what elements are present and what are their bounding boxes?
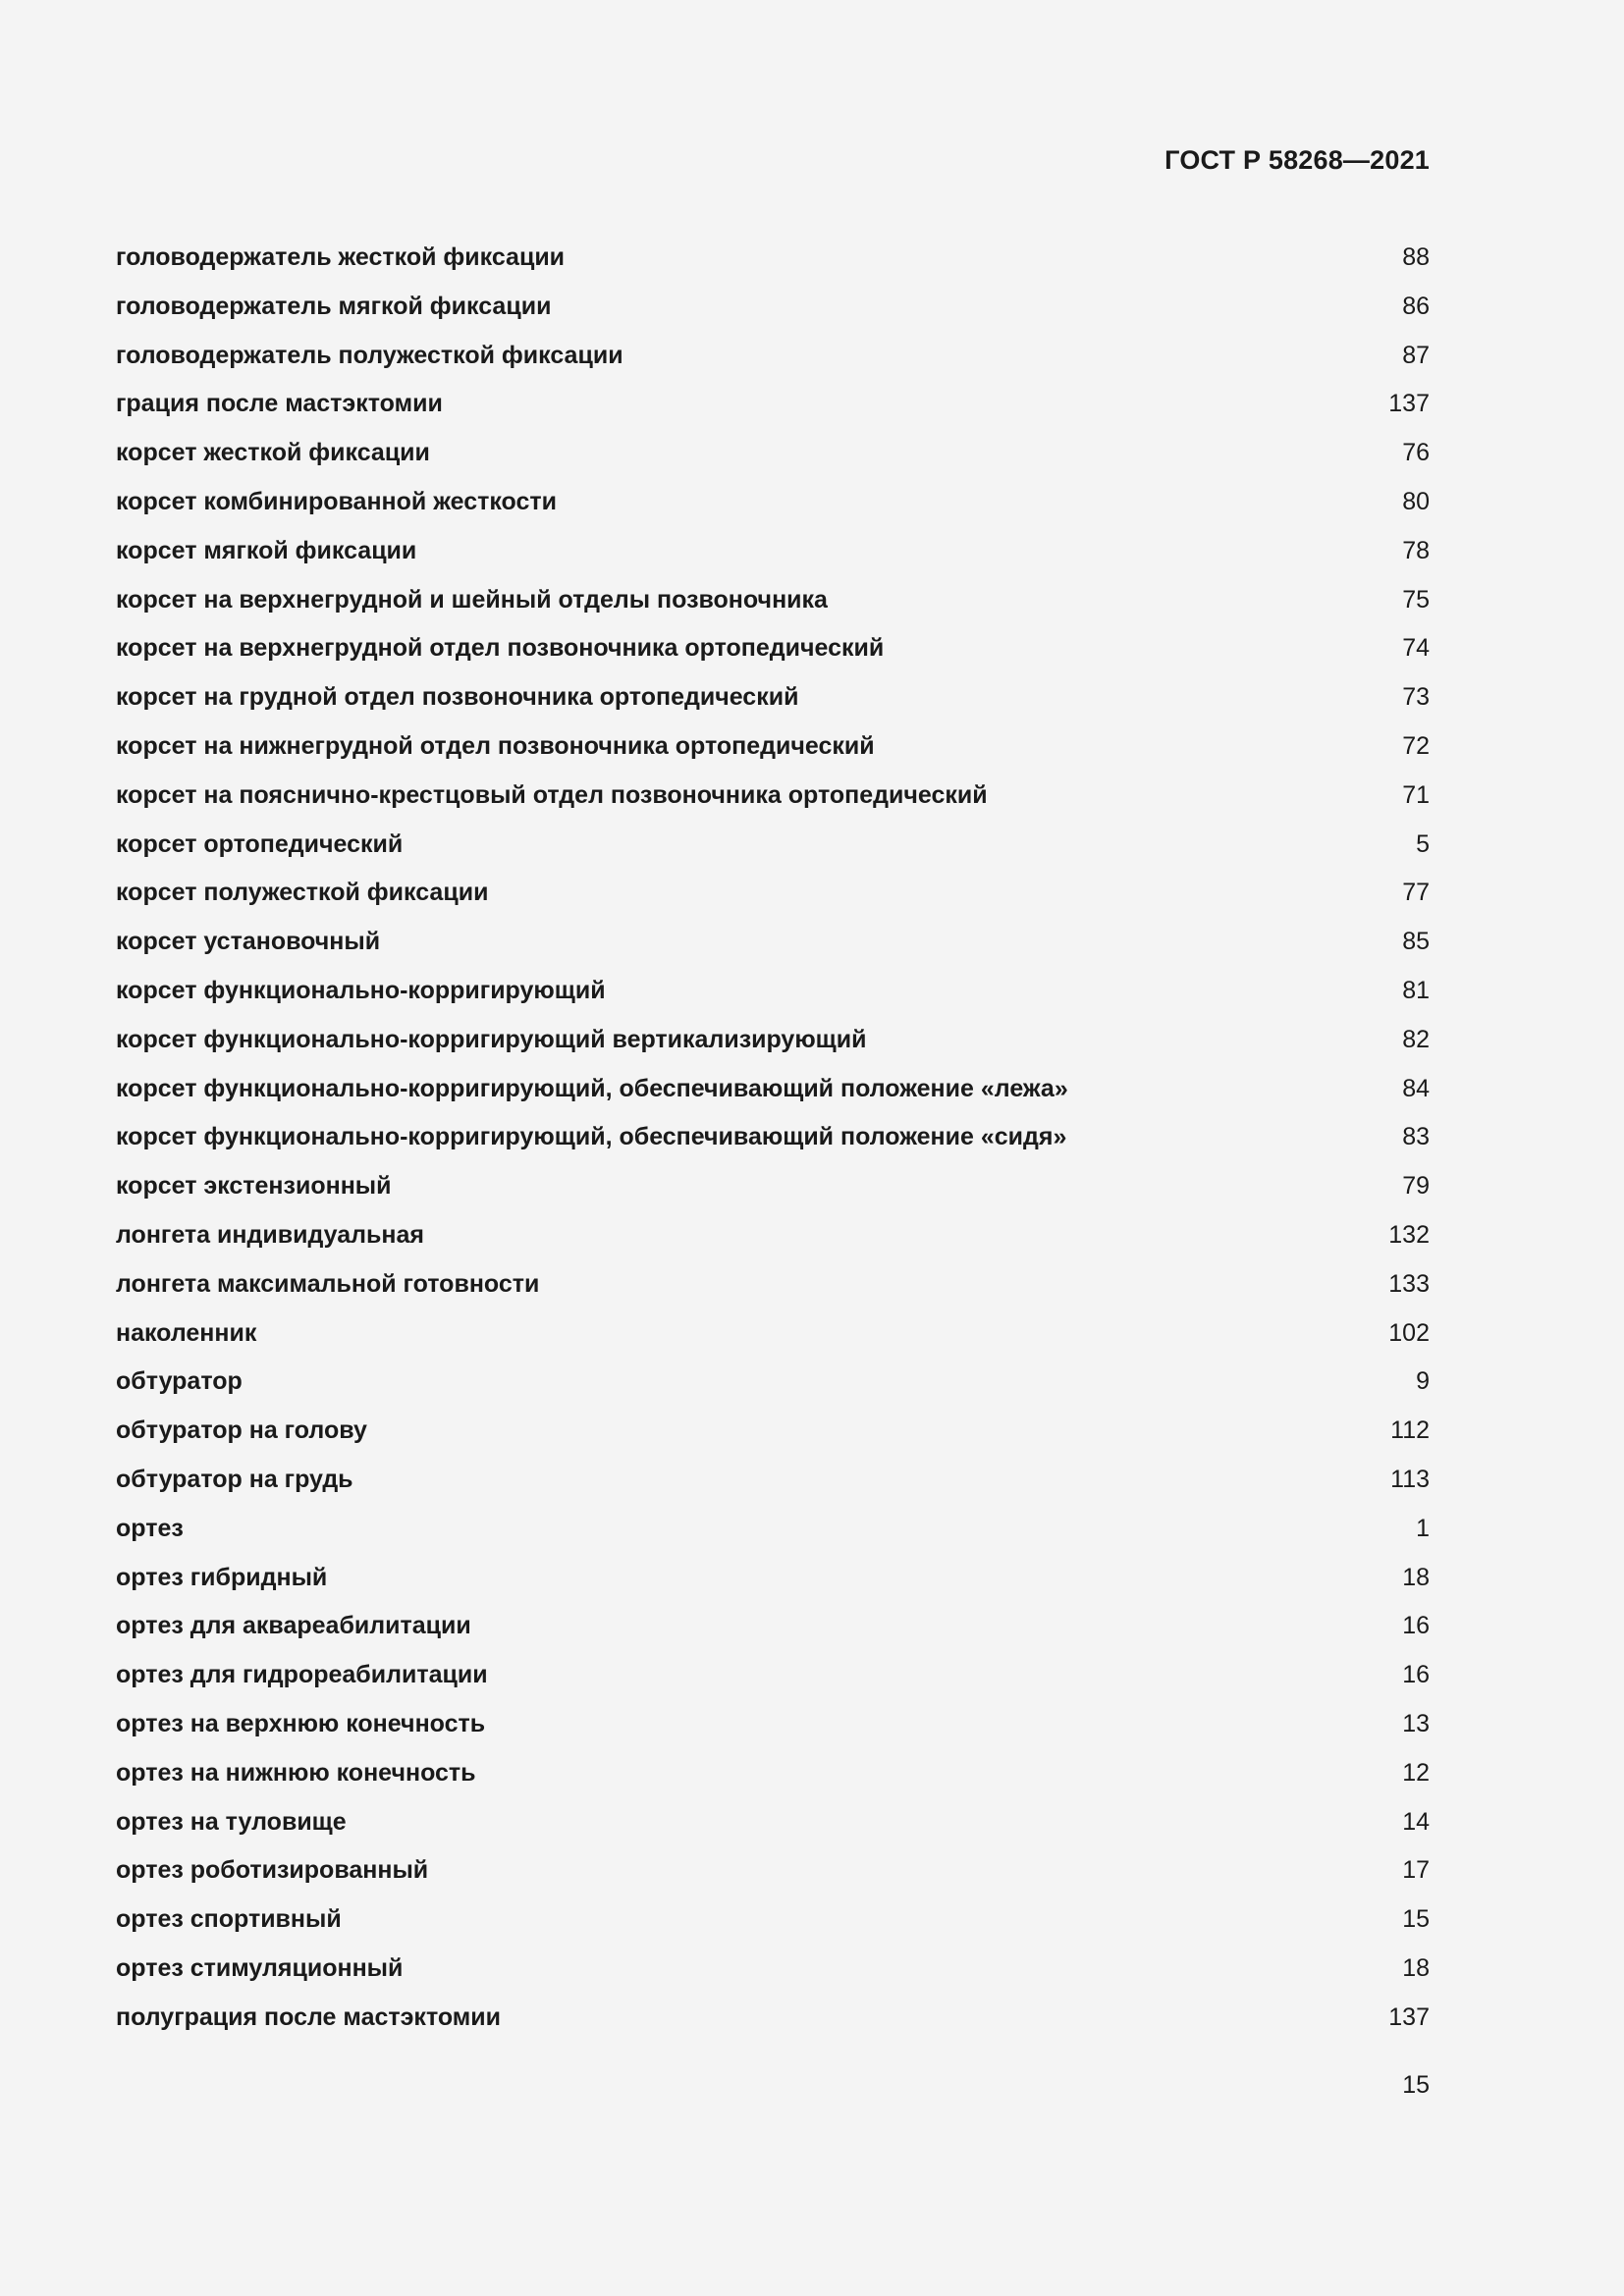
index-entry: [116, 1558, 1430, 1607]
index-ref-number: 78: [1402, 536, 1430, 564]
index-ref-number: 5: [1416, 829, 1430, 858]
index-term: головодержатель полужесткой фиксации: [116, 341, 623, 369]
index-entry: [116, 922, 1430, 971]
index-term: ортез спортивный: [116, 1905, 342, 1934]
index-ref-number: 84: [1402, 1074, 1430, 1102]
index-ref-number: 72: [1402, 731, 1430, 760]
index-term: корсет полужесткой фиксации: [116, 879, 489, 907]
index-term: грация после мастэктомии: [116, 390, 443, 418]
index-entry: [116, 531, 1430, 580]
index-entry: [116, 482, 1430, 531]
index-entry: [116, 1753, 1430, 1802]
index-term: ортез для гидрореабилитации: [116, 1661, 488, 1689]
index-ref-number: 87: [1402, 341, 1430, 369]
index-entry: [116, 336, 1430, 385]
index-entry: [116, 1117, 1430, 1166]
index-term: обтуратор на грудь: [116, 1465, 353, 1493]
index-entry: [116, 775, 1430, 825]
index-term: полуграция после мастэктомии: [116, 2002, 502, 2031]
page-number: 15: [1402, 2071, 1430, 2099]
index-term: обтуратор: [116, 1367, 243, 1396]
index-entry: [116, 1949, 1430, 1998]
index-term: ортез для аквареабилитации: [116, 1612, 471, 1640]
index-entry: [116, 1460, 1430, 1509]
index-entry: [116, 384, 1430, 433]
index-ref-number: 133: [1388, 1269, 1430, 1298]
index-term: наколенник: [116, 1318, 257, 1347]
index-ref-number: 73: [1402, 683, 1430, 712]
index-term: корсет функционально-корригирующий, обеспечивающий положение «сидя»: [116, 1123, 1067, 1151]
index-ref-number: 80: [1402, 487, 1430, 515]
index-term: корсет комбинированной жесткости: [116, 487, 557, 515]
index-ref-number: 77: [1402, 879, 1430, 907]
index-entry: [116, 1166, 1430, 1215]
index-term: корсет функционально-корригирующий, обеспечивающий положение «лежа»: [116, 1074, 1068, 1102]
index-ref-number: 79: [1402, 1172, 1430, 1201]
index-ref-number: 112: [1390, 1416, 1430, 1445]
index-ref-number: 75: [1402, 585, 1430, 614]
index-entry: [116, 1020, 1430, 1069]
index-ref-number: 81: [1402, 976, 1430, 1004]
index-ref-number: 16: [1402, 1661, 1430, 1689]
index-ref-number: 1: [1416, 1514, 1430, 1542]
index-ref-number: 76: [1402, 439, 1430, 467]
index-ref-number: 12: [1402, 1758, 1430, 1787]
index-entry: [116, 1998, 1430, 2047]
index-entry: [116, 433, 1430, 482]
index-term: ортез на нижнюю конечность: [116, 1758, 476, 1787]
index-term: корсет экстензионный: [116, 1172, 392, 1201]
index-ref-number: 18: [1402, 1563, 1430, 1591]
index-term: ортез стимуляционный: [116, 1953, 404, 1982]
index-entry: [116, 1802, 1430, 1851]
index-term: ортез роботизированный: [116, 1856, 429, 1885]
alphabetical-index: [116, 238, 1430, 2046]
index-term: корсет на нижнегрудной отдел позвоночника ортопедический: [116, 731, 875, 760]
index-ref-number: 137: [1388, 390, 1430, 418]
index-entry: [116, 1215, 1430, 1264]
index-term: головодержатель жесткой фиксации: [116, 243, 566, 271]
index-ref-number: 83: [1402, 1123, 1430, 1151]
index-term: корсет мягкой фиксации: [116, 536, 417, 564]
index-entry: [116, 873, 1430, 922]
index-term: корсет на верхнегрудной и шейный отделы позвоночника: [116, 585, 828, 614]
index-ref-number: 88: [1402, 243, 1430, 271]
index-ref-number: 14: [1402, 1807, 1430, 1836]
index-ref-number: 132: [1388, 1220, 1430, 1249]
index-entry: [116, 1899, 1430, 1949]
index-entry: [116, 580, 1430, 629]
index-entry: [116, 287, 1430, 336]
index-entry: [116, 628, 1430, 677]
index-term: корсет на грудной отдел позвоночника ортопедический: [116, 683, 799, 712]
index-term: корсет функционально-корригирующий: [116, 976, 606, 1004]
index-ref-number: 18: [1402, 1953, 1430, 1982]
index-term: корсет ортопедический: [116, 829, 404, 858]
document-code: ГОСТ Р 58268—2021: [1164, 145, 1430, 175]
index-ref-number: 71: [1402, 780, 1430, 809]
index-entry: [116, 1655, 1430, 1704]
index-entry: [116, 1704, 1430, 1753]
index-term: корсет функционально-корригирующий вертикализирующий: [116, 1025, 867, 1053]
index-entry: [116, 677, 1430, 726]
index-entry: [116, 238, 1430, 287]
index-ref-number: 82: [1402, 1025, 1430, 1053]
index-term: лонгета индивидуальная: [116, 1220, 424, 1249]
index-term: лонгета максимальной готовности: [116, 1269, 540, 1298]
index-ref-number: 102: [1388, 1318, 1430, 1347]
index-term: головодержатель мягкой фиксации: [116, 292, 552, 320]
index-entry: [116, 726, 1430, 775]
index-ref-number: 13: [1402, 1709, 1430, 1737]
index-entry: [116, 1069, 1430, 1118]
index-ref-number: 86: [1402, 292, 1430, 320]
index-term: ортез гибридный: [116, 1563, 328, 1591]
index-entry: [116, 971, 1430, 1020]
index-ref-number: 137: [1388, 2002, 1430, 2031]
index-entry: [116, 1313, 1430, 1362]
index-entry: [116, 1362, 1430, 1411]
index-entry: [116, 1606, 1430, 1655]
index-term: обтуратор на голову: [116, 1416, 367, 1445]
index-term: корсет установочный: [116, 928, 381, 956]
index-ref-number: 16: [1402, 1612, 1430, 1640]
index-term: корсет на верхнегрудной отдел позвоночника ортопедический: [116, 634, 885, 663]
index-entry: [116, 1509, 1430, 1558]
index-ref-number: 15: [1402, 1905, 1430, 1934]
index-ref-number: 9: [1416, 1367, 1430, 1396]
index-term: корсет жесткой фиксации: [116, 439, 430, 467]
index-entry: [116, 1850, 1430, 1899]
index-term: ортез на верхнюю конечность: [116, 1709, 486, 1737]
index-ref-number: 85: [1402, 928, 1430, 956]
index-term: корсет на пояснично-крестцовый отдел позвоночника ортопедический: [116, 780, 988, 809]
index-entry: [116, 1264, 1430, 1313]
index-ref-number: 17: [1402, 1856, 1430, 1885]
index-entry: [116, 1411, 1430, 1460]
index-entry: [116, 825, 1430, 874]
index-ref-number: 74: [1402, 634, 1430, 663]
index-term: ортез: [116, 1514, 184, 1542]
index-term: ортез на туловище: [116, 1807, 347, 1836]
index-ref-number: 113: [1390, 1465, 1430, 1493]
